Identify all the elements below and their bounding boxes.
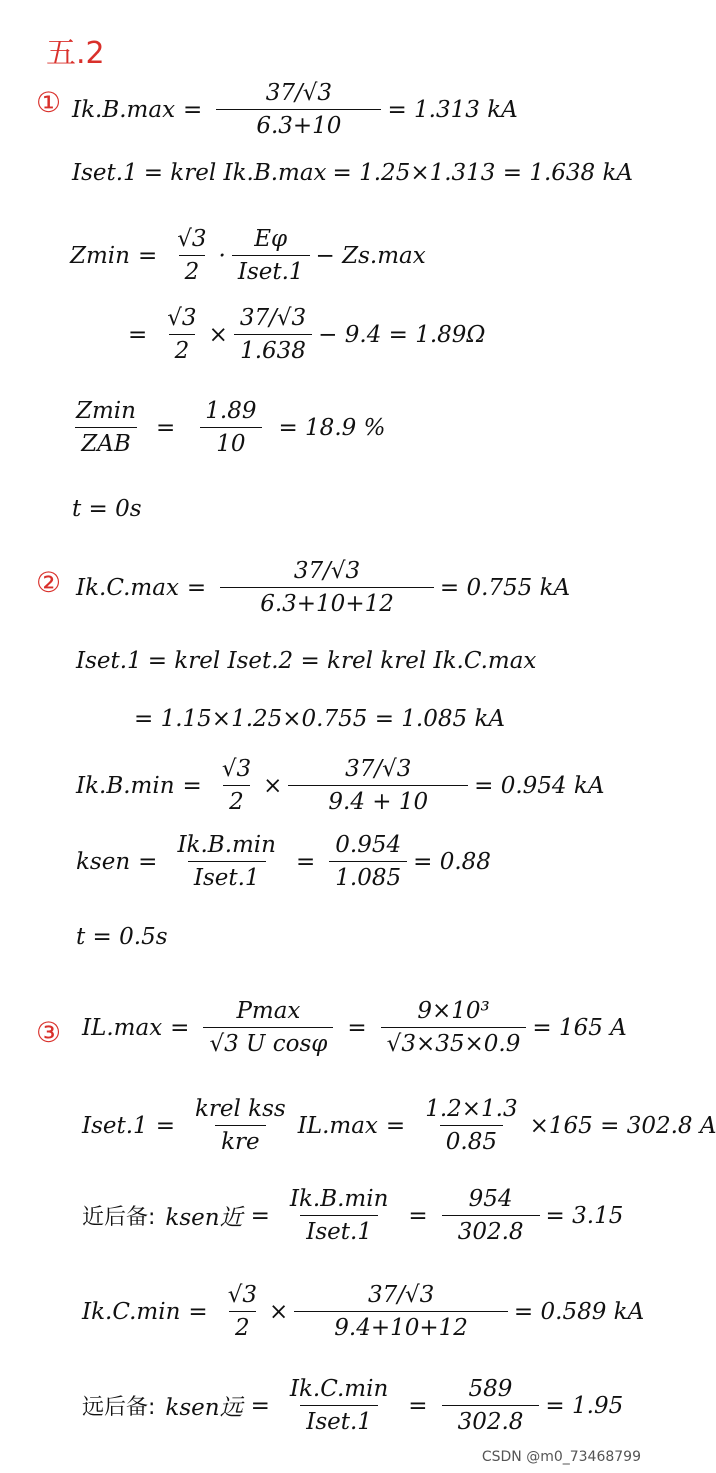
- equals: =: [138, 848, 158, 875]
- eq-ikbmax: [72, 80, 518, 139]
- times: ×: [208, 321, 228, 348]
- result: = 0.88: [413, 848, 491, 875]
- lhs: ksen: [76, 848, 131, 875]
- symbol-fraction: [171, 832, 282, 891]
- denominator: 6.3+10+12: [220, 587, 434, 617]
- numerator: 1.2×1.3: [425, 1096, 518, 1122]
- coef-fraction: [171, 226, 212, 285]
- denominator: 9.4+10+12: [294, 1311, 508, 1341]
- numerator: √3: [167, 305, 197, 331]
- value-fraction: [442, 1376, 540, 1435]
- eq-ikbmin: [76, 756, 604, 815]
- lhs: Iset.1: [82, 1112, 148, 1139]
- eq-ikcmax: [76, 558, 570, 617]
- value-fraction: [442, 1186, 540, 1245]
- numerator: 37/√3: [293, 558, 361, 584]
- result: ×165 = 302.8 A: [529, 1112, 716, 1139]
- numerator: krel kss: [194, 1096, 286, 1122]
- eq-zmin-value: [120, 305, 486, 364]
- lhs: IL.max: [82, 1014, 163, 1041]
- equals: =: [155, 414, 176, 441]
- equals: =: [188, 1298, 208, 1325]
- eq-zmin: [70, 226, 426, 285]
- lhs: ksen近: [165, 1205, 243, 1231]
- factor: IL.max: [297, 1112, 378, 1139]
- lhs: ksen远: [165, 1395, 243, 1421]
- numerator: 9×10³: [417, 998, 490, 1024]
- numerator: √3: [221, 756, 252, 782]
- rhs: = krel Iset.2 = krel krel Ik.C.max: [147, 648, 537, 674]
- value-fraction: [419, 1096, 523, 1155]
- value-fraction: [234, 305, 312, 364]
- problem-title: 五.2: [46, 36, 105, 71]
- denominator: 2: [179, 255, 206, 285]
- numerator: Ik.C.min: [289, 1376, 389, 1402]
- denominator: 6.3+10: [216, 109, 381, 139]
- denominator: 1.085: [329, 861, 407, 891]
- numerator: Eφ: [254, 226, 288, 252]
- coef-fraction: [189, 1096, 292, 1155]
- equals: =: [182, 772, 202, 799]
- result: − 9.4 = 1.89Ω: [318, 321, 486, 348]
- denominator: Iset.1: [300, 1405, 378, 1435]
- value-fraction: [189, 398, 272, 457]
- lhs: Ik.B.min: [76, 772, 175, 799]
- denominator: 10: [200, 427, 261, 457]
- numerator: 37/√3: [239, 305, 307, 331]
- result: = 0.755 kA: [439, 574, 571, 601]
- value-fraction: [288, 756, 468, 815]
- denominator: 2: [169, 334, 196, 364]
- coef-fraction: [222, 1282, 263, 1341]
- result: = 1.25×1.313 = 1.638 kA: [332, 160, 634, 186]
- coef-fraction: [161, 305, 202, 364]
- denominator: 302.8: [442, 1405, 540, 1435]
- numerator: 589: [468, 1376, 513, 1402]
- lhs: Ik.C.min: [82, 1298, 181, 1325]
- eq-iset1-calc: [134, 706, 505, 732]
- result: = 165 A: [532, 1014, 627, 1041]
- lhs: Iset.1: [76, 648, 142, 674]
- eq-ilmax: [82, 998, 627, 1057]
- e-fraction: [232, 226, 310, 285]
- denominator: Iset.1: [232, 255, 310, 285]
- denominator: ZAB: [75, 427, 137, 457]
- lhs: Ik.C.max: [76, 574, 179, 601]
- denominator: Iset.1: [188, 861, 266, 891]
- numerator: 954: [468, 1186, 513, 1212]
- tail: − Zs.max: [315, 242, 426, 269]
- equals: =: [183, 96, 203, 123]
- denominator: 1.638: [234, 334, 312, 364]
- numerator: 0.954: [335, 832, 402, 858]
- numerator: Ik.B.min: [177, 832, 276, 858]
- numerator: Ik.B.min: [289, 1186, 389, 1212]
- result: = 0.954 kA: [474, 772, 605, 799]
- eq-near-backup: [82, 1186, 623, 1245]
- eq-iset1-part2: [76, 648, 536, 674]
- coef-fraction: [216, 756, 257, 815]
- numerator: √3: [177, 226, 207, 252]
- rhs: = krel Ik.B.max: [143, 160, 327, 186]
- eq-iset1-part3: [82, 1096, 716, 1155]
- numerator: 37/√3: [367, 1282, 435, 1308]
- result: = 0.589 kA: [513, 1298, 645, 1325]
- equals: =: [408, 1392, 428, 1419]
- eq-ikcmin: [82, 1282, 644, 1341]
- time-value: t = 0s: [72, 496, 142, 522]
- denominator: 2: [223, 785, 250, 815]
- symbol-fraction: [70, 398, 142, 457]
- fraction: [220, 558, 434, 617]
- denominator: 9.4 + 10: [288, 785, 468, 815]
- equals: =: [170, 1014, 190, 1041]
- result: = 1.95: [545, 1392, 624, 1419]
- denominator: 302.8: [442, 1215, 540, 1245]
- denominator: kre: [215, 1125, 266, 1155]
- result: = 18.9 %: [278, 414, 386, 441]
- denominator: 0.85: [440, 1125, 503, 1155]
- lhs: Iset.1: [72, 160, 138, 186]
- symbol-fraction: [203, 998, 333, 1057]
- numerator: 1.89: [205, 398, 257, 424]
- equals: =: [347, 1014, 367, 1041]
- lhs: Ik.B.max: [72, 96, 176, 123]
- equals: =: [408, 1202, 428, 1229]
- times: ×: [263, 772, 283, 799]
- equals: =: [137, 242, 158, 269]
- value-fraction: [329, 832, 407, 891]
- near-backup-label: 近后备:: [82, 1205, 156, 1230]
- marker-2: ②: [36, 566, 62, 599]
- eq-far-backup: [82, 1376, 623, 1435]
- marker-3: ③: [36, 1016, 62, 1049]
- numerator: Zmin: [76, 398, 136, 424]
- symbol-fraction: [284, 1376, 394, 1435]
- equals: =: [128, 321, 148, 348]
- times: ×: [268, 1298, 289, 1325]
- equals: =: [250, 1392, 270, 1419]
- marker-1: ①: [36, 86, 62, 119]
- eq-t1-part1: [72, 496, 142, 522]
- numerator: √3: [227, 1282, 257, 1308]
- calculation: = 1.15×1.25×0.755 = 1.085 kA: [134, 706, 505, 732]
- equals: =: [186, 574, 207, 601]
- numerator: Pmax: [236, 998, 301, 1024]
- equals: =: [295, 848, 316, 875]
- eq-iset1-part1: [72, 160, 633, 186]
- symbol-fraction: [284, 1186, 395, 1245]
- equals: =: [385, 1112, 406, 1139]
- numerator: 37/√3: [265, 80, 333, 106]
- value-fraction: [294, 1282, 508, 1341]
- watermark-text: CSDN @m0_73468799: [481, 1449, 641, 1465]
- equals: =: [155, 1112, 175, 1139]
- denominator: √3×35×0.9: [381, 1027, 527, 1057]
- fraction: [216, 80, 381, 139]
- eq-zmin-ratio: [64, 398, 385, 457]
- result: = 1.313 kA: [387, 96, 518, 123]
- dot: ·: [218, 242, 226, 269]
- time-value: t = 0.5s: [76, 924, 168, 950]
- equals: =: [250, 1202, 270, 1229]
- denominator: Iset.1: [300, 1215, 378, 1245]
- result: = 3.15: [545, 1202, 624, 1229]
- numerator: 37/√3: [345, 756, 412, 782]
- far-backup-label: 远后备:: [82, 1395, 156, 1420]
- eq-ksen-part2: [76, 832, 491, 891]
- denominator: √3 U cosφ: [203, 1027, 333, 1057]
- value-fraction: [381, 998, 527, 1057]
- lhs: Zmin: [70, 242, 130, 269]
- eq-t1-part2: [76, 924, 168, 950]
- denominator: 2: [229, 1311, 256, 1341]
